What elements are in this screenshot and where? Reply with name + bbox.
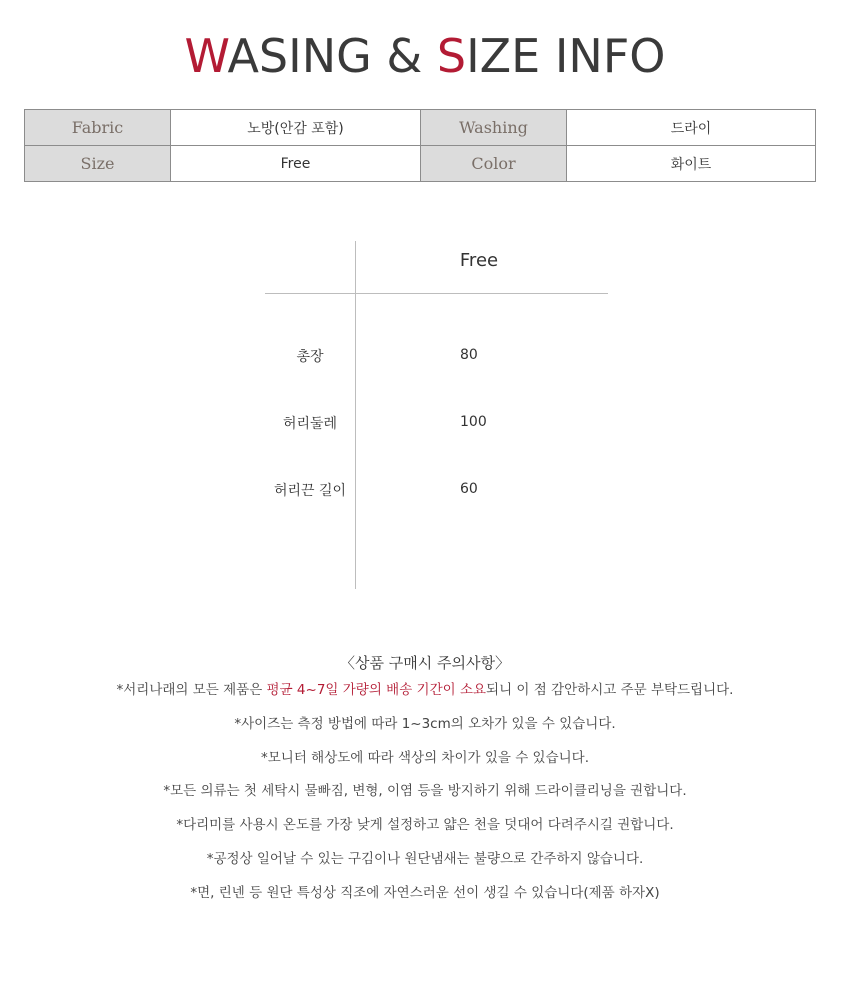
note-line-wrinkles: *공정상 일어날 수 있는 구김이나 원단냄새는 불량으로 간주하지 않습니다. [206,850,644,867]
size-row-value-waist: 100 [460,414,487,430]
note-line-fabric-lines: *면, 린넨 등 원단 특성상 직조에 자연스러운 선이 생길 수 있습니다(제품 하자X) [190,884,660,901]
purchase-notes [0,652,850,911]
size-value: Free [171,146,421,182]
note-shipping-before: *서리나래의 모든 제품은 [116,682,267,698]
title-part1: ASING & [227,29,437,83]
fabric-label: Fabric [25,110,171,146]
size-chart-horizontal-divider [265,293,608,294]
size-label: Size [25,146,171,182]
title-part2: IZE INFO [466,29,666,83]
notes-heading: 〈상품 구매시 주의사항〉 [340,654,510,672]
size-chart-column-header: Free [459,250,499,271]
color-value: 화이트 [567,146,816,182]
note-line-washing: *모든 의류는 첫 세탁시 물빠짐, 변형, 이염 등을 방지하기 위해 드라이클리닝을 권합니다. [163,783,687,800]
title-accent-s: S [436,29,467,83]
fabric-value: 노방(안감 포함) [171,110,421,146]
note-shipping-highlight: 평균 4~7일 가량의 배송 기간이 소요 [266,682,487,698]
note-line-monitor: *모니터 해상도에 따라 색상의 차이가 있을 수 있습니다. [261,749,589,766]
washing-value: 드라이 [567,110,816,146]
size-row-value-strap: 60 [460,481,478,497]
size-row-value-length: 80 [460,347,478,363]
color-label: Color [421,146,567,182]
title-accent-w: W [184,29,228,83]
washing-label: Washing [421,110,567,146]
note-shipping-after: 되니 이 점 감안하시고 주문 부탁드립니다. [486,682,734,698]
size-row-label-length: 총장 [296,349,324,365]
note-line-ironing: *다리미를 사용시 온도를 가장 낮게 설정하고 얇은 천을 덧대어 다려주시길 권합니다. [176,817,674,834]
note-line-shipping [0,674,850,708]
note-line-size-tolerance: *사이즈는 측정 방법에 따라 1~3cm의 오차가 있을 수 있습니다. [234,715,616,732]
size-row-label-waist: 허리둘레 [282,416,338,432]
size-row-label-strap: 허리끈 길이 [273,483,347,499]
